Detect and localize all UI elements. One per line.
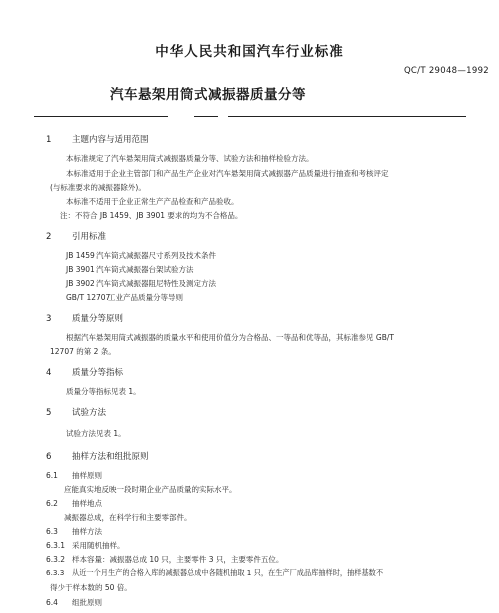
subsection-number: 6.1 (46, 471, 58, 480)
reference-code: JB 3902 (66, 279, 95, 288)
subsection-line (64, 484, 237, 495)
section-heading (46, 366, 123, 378)
subsection-line (46, 470, 102, 481)
section-title: 试验方法 (72, 408, 107, 418)
subsection-number: 6.3 (46, 527, 58, 536)
section-number: 3 (46, 314, 52, 324)
subsection-line (46, 498, 102, 509)
reference-item (66, 264, 194, 275)
subsection-line (46, 540, 125, 551)
subsection-line (50, 582, 132, 593)
section-title: 主题内容与适用范围 (72, 135, 149, 145)
reference-code: JB 1459 (66, 251, 95, 260)
paragraph: 本标准不适用于企业正常生产产品检查和产品验收。 (66, 197, 239, 206)
header-rule-gap (218, 113, 228, 119)
subsection-line (46, 568, 383, 578)
document-title: 汽车悬架用筒式减振器质量分等 (110, 87, 306, 103)
section-number: 5 (46, 408, 52, 418)
section-title: 质量分等指标 (72, 368, 124, 378)
note: 注：不符合 JB 1459、JB 3901 要求的均为不合格品。 (60, 211, 243, 220)
subsection-text: 抽样原则 (72, 471, 102, 480)
paragraph: 本标准适用于企业主管部门和产品生产企业对汽车悬架用筒式减振器产品质量进行抽查和考核评定 (66, 169, 389, 178)
section-title: 抽样方法和组批原则 (72, 452, 149, 462)
section-title: 引用标准 (72, 232, 107, 242)
section-number: 1 (46, 135, 52, 145)
subsection-text: 得少于样本数的 50 倍。 (50, 583, 132, 592)
section-heading (46, 450, 149, 462)
section-heading (46, 133, 149, 145)
subsection-number: 6.3.2 (46, 555, 66, 564)
subsection-text: 减振器总成，在科学行和主要零部件。 (64, 513, 192, 522)
reference-item (66, 250, 216, 261)
reference-code: GB/T 12707 (66, 293, 111, 302)
section-number: 6 (46, 452, 52, 462)
subsection-text: 从近一个月生产的合格入库的减振器总成中各随机抽取 1 只，在生产厂成品库抽样时，抽样基数不 (72, 568, 384, 577)
subsection-text: 样本容量：减振器总成 10 只，主要零件 3 只，主要零件五位。 (72, 555, 284, 564)
subsection-text: 抽样地点 (72, 499, 102, 508)
paragraph: 试验方法见表 1。 (66, 429, 126, 438)
paragraph: 根据汽车悬架用筒式减振器的质量水平和使用价值分为合格品、一等品和优等品，其标准参见 GB/T (66, 333, 394, 342)
subsection-line (64, 512, 192, 523)
standard-number: QC/T 29048—1992 (403, 66, 489, 76)
reference-code: JB 3901 (66, 265, 95, 274)
section-heading (46, 230, 106, 242)
paragraph-continued: 12707 的第 2 条。 (50, 347, 116, 356)
subsection-number: 6.4 (46, 598, 58, 607)
section-heading (46, 312, 123, 324)
subsection-line (46, 526, 102, 537)
reference-name: 工业产品质量分等导则 (108, 293, 183, 302)
subsection-text: 抽样方法 (72, 527, 102, 536)
subsection-text: 应能真实地反映一段时期企业产品质量的实际水平。 (64, 485, 237, 494)
reference-item (66, 278, 216, 289)
paragraph-continued: (与标准要求的减振器除外)。 (50, 183, 146, 192)
subsection-number: 6.3.3 (46, 568, 65, 577)
subsection-line (46, 597, 102, 608)
reference-item (66, 292, 183, 303)
section-title: 质量分等原则 (72, 314, 124, 324)
section-number: 2 (46, 232, 52, 242)
subsection-line (46, 554, 283, 565)
subsection-text: 采用随机抽样。 (72, 541, 125, 550)
header-rule-gap (168, 113, 194, 119)
subsection-number: 6.2 (46, 499, 58, 508)
standard-name: 中华人民共和国汽车行业标准 (155, 44, 344, 60)
paragraph: 质量分等指标见表 1。 (66, 387, 141, 396)
subsection-number: 6.3.1 (46, 541, 66, 550)
reference-name: 汽车筒式减振器台架试验方法 (96, 265, 194, 274)
subsection-text: 组批原则 (72, 598, 102, 607)
reference-name: 汽车筒式减振器阻尼特性及测定方法 (96, 279, 216, 288)
paragraph: 本标准规定了汽车悬架用筒式减振器质量分等、试验方法和抽样检验方法。 (66, 154, 314, 163)
header-rule (34, 116, 466, 117)
section-heading (46, 406, 106, 418)
reference-name: 汽车筒式减振器尺寸系列及技术条件 (96, 251, 216, 260)
section-number: 4 (46, 368, 52, 378)
